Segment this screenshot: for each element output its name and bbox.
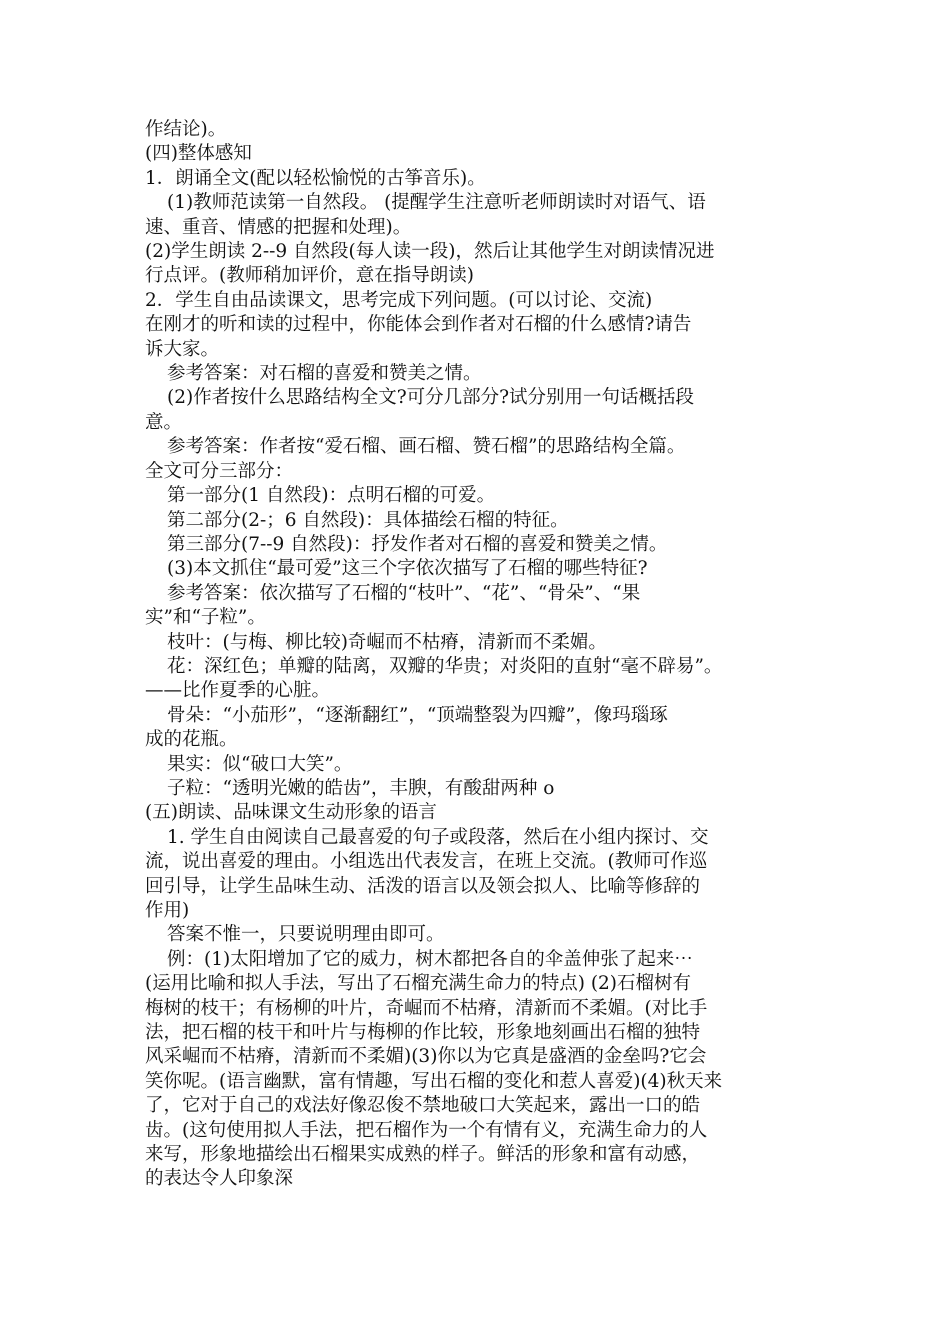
text-line: 梅树的枝干；有杨柳的叶片，奇崛而不枯瘠，清新而不柔媚。(对比手	[145, 997, 708, 1019]
text-line: 的表达令人印象深	[145, 1168, 294, 1190]
text-line: 骨朵：“小茄形”，“逐渐翻红”，“顶端整裂为四瓣”，像玛瑙琢	[167, 704, 668, 726]
text-line: 参考答案：作者按“爱石榴、画石榴、赞石榴”的思路结构全篇。	[167, 436, 686, 458]
text-line: 在刚才的听和读的过程中，你能体会到作者对石榴的什么感情?请告	[145, 314, 692, 336]
text-line: 回引导，让学生品味生动、活泼的语言以及领会拟人、比喻等修辞的	[145, 875, 701, 897]
text-line: 风采崛而不枯瘠，清新而不柔媚)(3)你以为它真是盛酒的金垒吗?它会	[145, 1046, 707, 1068]
text-line: 2．学生自由品读课文，思考完成下列问题。(可以讨论、交流)	[145, 289, 653, 311]
text-line: (3)本文抓住“最可爱”这三个字依次描写了石榴的哪些特征?	[167, 558, 648, 580]
text-line: 来写，形象地描绘出石榴果实成熟的样子。鲜活的形象和富有动感，	[145, 1144, 701, 1166]
text-line: 速、重音、情感的把握和处理)。	[145, 216, 412, 238]
text-line: 花：深红色；单瓣的陆离，双瓣的华贵；对炎阳的直射“毫不辟易”。	[167, 655, 723, 677]
text-line: 1. 学生自由阅读自己最喜爱的句子或段落，然后在小组内探讨、交	[167, 826, 709, 848]
text-line: 参考答案：对石榴的喜爱和赞美之情。	[167, 363, 482, 385]
text-line: 法，把石榴的枝干和叶片与梅柳的作比较，形象地刻画出石榴的独特	[145, 1022, 701, 1044]
text-line: (2)学生朗读 2--9 自然段(每人读一段)，然后让其他学生对朗读情况进	[145, 241, 715, 263]
text-line: 枝叶：(与梅、柳比较)奇崛而不枯瘠，清新而不柔媚。	[167, 631, 607, 653]
text-line: 诉大家。	[145, 338, 220, 360]
text-line: 参考答案：依次描写了石榴的“枝叶”、“花”、“骨朵”、“果	[167, 582, 641, 604]
text-line: 作用)	[145, 900, 190, 921]
text-line: ——比作夏季的心脏。	[145, 680, 331, 702]
text-line: (五)朗读、品味课文生动形象的语言	[145, 802, 437, 824]
text-line: 作结论)。	[145, 119, 227, 140]
text-line: 行点评。(教师稍加评价，意在指导朗读)	[145, 265, 474, 287]
text-line: 1．朗诵全文(配以轻松愉悦的古筝音乐)。	[145, 167, 486, 189]
text-line: 了，它对于自己的戏法好像忍俊不禁地破口大笑起来，露出一口的皓	[145, 1095, 701, 1117]
text-line: 例：(1)太阳增加了它的威力，树木都把各自的伞盖伸张了起来⋯	[167, 948, 693, 970]
text-line: 第一部分(1 自然段)：点明石榴的可爱。	[167, 485, 496, 507]
text-line: 流，说出喜爱的理由。小组选出代表发言，在班上交流。(教师可作巡	[145, 851, 708, 873]
text-line: 第二部分(2-；6 自然段)：具体描绘石榴的特征。	[167, 509, 569, 531]
text-line: 实”和“子粒”。	[145, 607, 266, 629]
text-line: (四)整体感知	[145, 143, 252, 165]
text-line: (1)教师范读第一自然段。 (提醒学生注意听老师朗读时对语气、语	[167, 192, 706, 214]
text-line: 果实：似“破口大笑”。	[167, 753, 353, 775]
document-body	[145, 118, 815, 1192]
text-line: 成的花瓶。	[145, 729, 238, 751]
text-line: 子粒：“透明光嫩的皓齿”，丰腴，有酸甜两种 o	[167, 777, 555, 799]
text-line: (2)作者按什么思路结构全文?可分几部分?试分别用一句话概括段	[167, 387, 695, 409]
text-line: (运用比喻和拟人手法，写出了石榴充满生命力的特点) (2)石榴树有	[145, 973, 692, 995]
text-line: 全文可分三部分：	[145, 460, 294, 482]
text-line: 意。	[145, 411, 183, 433]
text-line: 笑你呢。(语言幽默，富有情趣，写出石榴的变化和惹人喜爱)(4)秋天来	[145, 1070, 723, 1092]
text-line: 第三部分(7--9 自然段)：抒发作者对石榴的喜爱和赞美之情。	[167, 533, 668, 555]
text-line: 齿。(这句使用拟人手法，把石榴作为一个有情有义，充满生命力的人	[145, 1119, 708, 1141]
text-line: 答案不惟一，只要说明理由即可。	[167, 924, 445, 946]
